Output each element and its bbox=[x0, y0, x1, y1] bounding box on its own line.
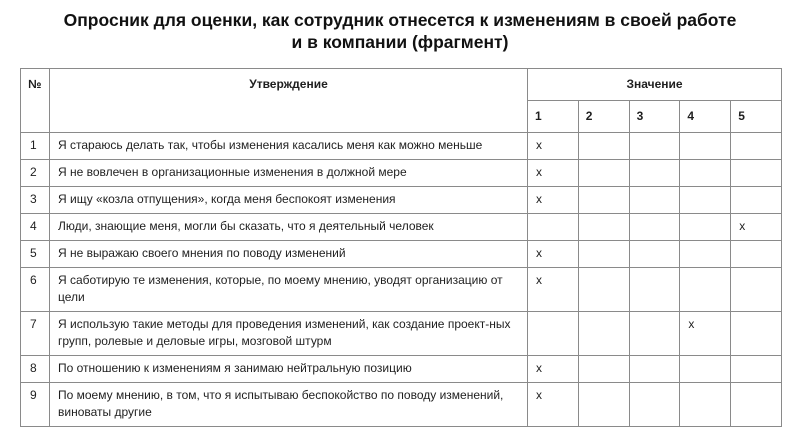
value-cell-1: x bbox=[528, 268, 579, 312]
header-statement: Утверждение bbox=[50, 69, 528, 133]
header-value: Значение bbox=[528, 69, 782, 101]
table-row bbox=[21, 312, 782, 356]
header-number: № bbox=[21, 69, 50, 133]
value-cell-1: x bbox=[528, 241, 579, 268]
value-cell-5 bbox=[731, 187, 782, 214]
title-line-2: и в компании (фрагмент) bbox=[291, 32, 509, 52]
value-cell-2 bbox=[578, 312, 629, 356]
value-cell-2 bbox=[578, 214, 629, 241]
value-cell-5 bbox=[731, 383, 782, 427]
row-statement: Я саботирую те изменения, которые, по моему мнению, уводят организацию от цели bbox=[50, 268, 528, 312]
row-number: 7 bbox=[21, 312, 50, 356]
value-cell-5 bbox=[731, 312, 782, 356]
value-cell-4 bbox=[680, 268, 731, 312]
value-cell-1: x bbox=[528, 187, 579, 214]
value-cell-4 bbox=[680, 133, 731, 160]
value-cell-5 bbox=[731, 356, 782, 383]
table-row bbox=[21, 268, 782, 312]
value-cell-2 bbox=[578, 268, 629, 312]
value-cell-4 bbox=[680, 383, 731, 427]
row-statement: Я использую такие методы для проведения изменений, как создание проект-ных групп, ролевые и деловые игры, мозговой штурм bbox=[50, 312, 528, 356]
header-scale-3: 3 bbox=[629, 101, 680, 133]
value-cell-1: x bbox=[528, 383, 579, 427]
value-cell-2 bbox=[578, 133, 629, 160]
table-row bbox=[21, 383, 782, 427]
table-row bbox=[21, 187, 782, 214]
title-line-1: Опросник для оценки, как сотрудник отнесется к изменениям в своей работе bbox=[63, 10, 737, 30]
value-cell-3 bbox=[629, 268, 680, 312]
row-number: 5 bbox=[21, 241, 50, 268]
value-cell-2 bbox=[578, 160, 629, 187]
value-cell-3 bbox=[629, 214, 680, 241]
value-cell-1: x bbox=[528, 160, 579, 187]
table-header bbox=[21, 69, 782, 133]
value-cell-5: x bbox=[731, 214, 782, 241]
page-title bbox=[0, 9, 800, 53]
value-cell-1 bbox=[528, 214, 579, 241]
header-scale-5: 5 bbox=[731, 101, 782, 133]
value-cell-3 bbox=[629, 356, 680, 383]
header-scale-1: 1 bbox=[528, 101, 579, 133]
value-cell-3 bbox=[629, 383, 680, 427]
value-cell-1: x bbox=[528, 356, 579, 383]
value-cell-4 bbox=[680, 214, 731, 241]
table-row bbox=[21, 356, 782, 383]
value-cell-4 bbox=[680, 356, 731, 383]
value-cell-3 bbox=[629, 133, 680, 160]
table-row bbox=[21, 214, 782, 241]
value-cell-2 bbox=[578, 187, 629, 214]
value-cell-2 bbox=[578, 356, 629, 383]
header-scale-4: 4 bbox=[680, 101, 731, 133]
value-cell-4 bbox=[680, 160, 731, 187]
value-cell-5 bbox=[731, 160, 782, 187]
questionnaire-table-container bbox=[20, 68, 781, 427]
value-cell-3 bbox=[629, 312, 680, 356]
value-cell-1 bbox=[528, 312, 579, 356]
row-statement: По моему мнению, в том, что я испытываю беспокойство по поводу изменений, виноваты другие bbox=[50, 383, 528, 427]
table-row bbox=[21, 160, 782, 187]
table-row bbox=[21, 241, 782, 268]
row-statement: Люди, знающие меня, могли бы сказать, что я деятельный человек bbox=[50, 214, 528, 241]
value-cell-4: x bbox=[680, 312, 731, 356]
row-number: 2 bbox=[21, 160, 50, 187]
value-cell-5 bbox=[731, 268, 782, 312]
row-number: 4 bbox=[21, 214, 50, 241]
value-cell-3 bbox=[629, 160, 680, 187]
row-number: 9 bbox=[21, 383, 50, 427]
row-statement: Я не выражаю своего мнения по поводу изменений bbox=[50, 241, 528, 268]
header-scale-2: 2 bbox=[578, 101, 629, 133]
value-cell-5 bbox=[731, 241, 782, 268]
row-statement: Я ищу «козла отпущения», когда меня беспокоят изменения bbox=[50, 187, 528, 214]
value-cell-2 bbox=[578, 383, 629, 427]
value-cell-1: x bbox=[528, 133, 579, 160]
value-cell-5 bbox=[731, 133, 782, 160]
table-body bbox=[21, 133, 782, 427]
questionnaire-table bbox=[20, 68, 782, 427]
row-statement: Я не вовлечен в организационные изменения в должной мере bbox=[50, 160, 528, 187]
row-statement: Я стараюсь делать так, чтобы изменения касались меня как можно меньше bbox=[50, 133, 528, 160]
value-cell-3 bbox=[629, 241, 680, 268]
row-number: 8 bbox=[21, 356, 50, 383]
table-row bbox=[21, 133, 782, 160]
row-number: 1 bbox=[21, 133, 50, 160]
row-number: 3 bbox=[21, 187, 50, 214]
row-statement: По отношению к изменениям я занимаю нейтральную позицию bbox=[50, 356, 528, 383]
value-cell-4 bbox=[680, 241, 731, 268]
value-cell-4 bbox=[680, 187, 731, 214]
value-cell-3 bbox=[629, 187, 680, 214]
value-cell-2 bbox=[578, 241, 629, 268]
row-number: 6 bbox=[21, 268, 50, 312]
